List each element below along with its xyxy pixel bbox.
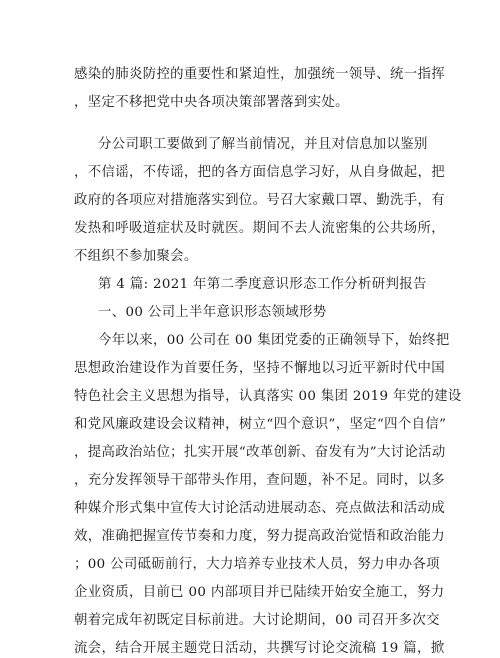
paragraph-line: 不组织不参加聚会。 bbox=[74, 249, 198, 264]
paragraph-line: ，提高政治站位；扎实开展“改革创新、奋发有为”大讨论活动 bbox=[74, 445, 446, 460]
paragraph-line: 感染的肺炎防控的重要性和紧迫性，加强统一领导、统一指挥 bbox=[74, 67, 445, 82]
paragraph-line: 发热和呼吸道症状及时就医。期间不去人流密集的公共场所， bbox=[74, 221, 445, 236]
paragraph-line: ；00 公司砥砺前行，大力培养专业技术人员，努力申办各项 bbox=[74, 557, 440, 572]
paragraph-line: 特色社会主义思想为指导，认真落实 00 集团 2019 年党的建设 bbox=[74, 389, 462, 404]
paragraph-line: 企业资质，目前已 00 内部项目并已陆续开始安全施工，努力 bbox=[74, 585, 445, 600]
paragraph-line: 效，准确把握宣传节奏和力度，努力提高政治觉悟和政治能力 bbox=[74, 529, 445, 544]
paragraph-line: 朝着完成年初既定目标前进。大讨论期间，00 司召开多次交 bbox=[74, 613, 440, 628]
paragraph-line: ，不信谣，不传谣，把的各方面信息学习好，从自身做起，把 bbox=[74, 165, 445, 180]
paragraph-line: 流会，结合开展主题党日活动，共撰写讨论交流稿 19 篇，掀 bbox=[74, 641, 445, 656]
paragraph-line: 今年以来，00 公司在 00 集团党委的正确领导下，始终把 bbox=[98, 333, 450, 348]
paragraph-line: ，坚定不移把党中央各项决策部署落到实处。 bbox=[74, 95, 349, 110]
paragraph-line: 和党风廉政建设会议精神，树立“四个意识”，坚定“四个自信” bbox=[74, 417, 447, 432]
section-title: 第 4 篇: 2021 年第二季度意识形态工作分析研判报告 bbox=[98, 277, 427, 292]
paragraph-line: ，充分发挥领导干部带头作用，查问题，补不足。同时，以多 bbox=[74, 473, 445, 488]
paragraph-line: 思想政治建设作为首要任务，坚持不懈地以习近平新时代中国 bbox=[74, 361, 445, 376]
paragraph-line: 分公司职工要做到了解当前情况，并且对信息加以鉴别 bbox=[98, 137, 428, 152]
subsection-heading: 一、00 公司上半年意识形态领域形势 bbox=[98, 305, 327, 320]
paragraph-line: 政府的各项应对措施落实到位。号召大家戴口罩、勤洗手，有 bbox=[74, 193, 445, 208]
paragraph-line: 种媒介形式集中宣传大讨论活动进展动态、亮点做法和活动成 bbox=[74, 501, 445, 516]
